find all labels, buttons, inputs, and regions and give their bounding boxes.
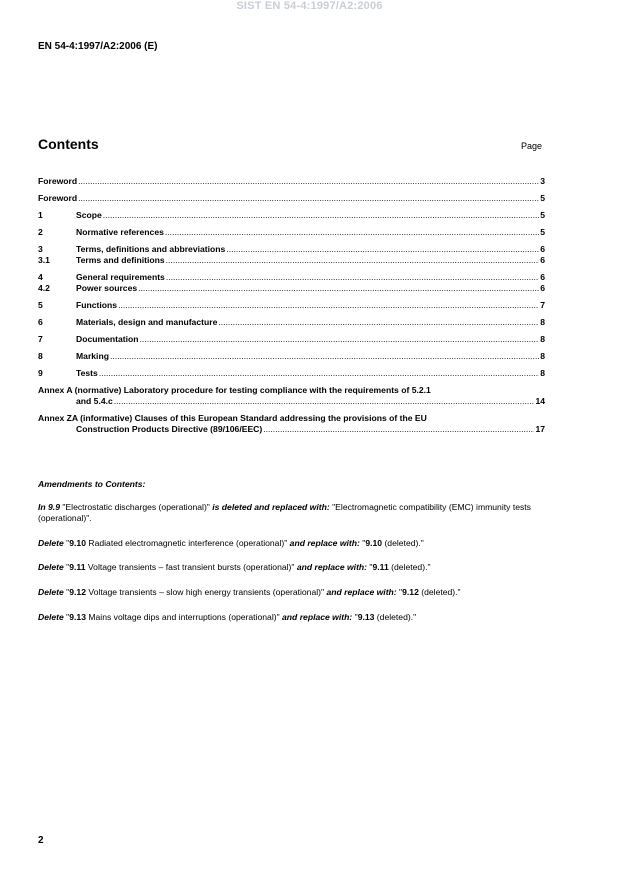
toc-leader-dots <box>78 176 539 187</box>
amendment-quote: " <box>63 612 70 622</box>
toc-page: 8 <box>540 351 545 361</box>
toc-number: 2 <box>38 227 43 237</box>
toc-page: 14 <box>535 396 545 406</box>
toc-leader-dots <box>103 210 539 221</box>
toc-page: 5 <box>540 227 545 237</box>
toc-entry-foreword-1[interactable] <box>38 176 545 187</box>
toc-entry-terms-definitions-abbreviations[interactable] <box>38 244 545 255</box>
toc-entry-marking[interactable] <box>38 351 545 362</box>
toc-number: 1 <box>38 210 43 220</box>
amendment-clause-number: 9.10 <box>365 538 383 548</box>
toc-title: Materials, design and manufacture <box>76 317 218 327</box>
amendment-keyword: Delete <box>38 612 64 622</box>
toc-entry-documentation[interactable] <box>38 334 545 345</box>
toc-title: Documentation <box>76 334 139 344</box>
amendment-text: Voltage transients – fast transient bursts (operational)" <box>85 562 297 572</box>
toc-leader-dots <box>218 317 539 328</box>
amendment-text: Voltage transients – slow high energy transients (operational)" <box>85 587 327 597</box>
amendment-text: (deleted)." <box>418 587 461 597</box>
toc-leader-dots <box>114 396 535 407</box>
toc-page: 17 <box>535 424 545 434</box>
annex-title-continuation: Construction Products Directive (89/106/EEC) <box>76 424 263 434</box>
toc-leader-dots <box>78 193 539 204</box>
toc-group-general <box>38 272 545 294</box>
toc-group-terms <box>38 244 545 266</box>
toc-page: 8 <box>540 334 545 344</box>
toc-number: 3 <box>38 244 43 254</box>
amendment-9-12 <box>38 587 545 598</box>
toc-page: 6 <box>540 272 545 282</box>
amendment-quote: " <box>359 538 366 548</box>
toc-title: Tests <box>76 368 98 378</box>
amendment-text: Mains voltage dips and interruptions (operational)" <box>85 612 283 622</box>
amendment-clause-number: 9.12 <box>69 587 86 597</box>
amendment-text: Radiated electromagnetic interference (operational)" <box>85 538 290 548</box>
toc-title: Power sources <box>76 283 138 293</box>
amendment-clause-number: 9.12 <box>402 587 419 597</box>
toc-number: 7 <box>38 334 43 344</box>
toc-leader-dots <box>165 227 539 238</box>
toc-entry-scope[interactable] <box>38 210 545 221</box>
toc-title: Terms, definitions and abbreviations <box>76 244 226 254</box>
toc-page: 3 <box>540 176 545 186</box>
toc-entry-general-requirements[interactable] <box>38 272 545 283</box>
toc-entry-foreword-2[interactable] <box>38 193 545 204</box>
amendment-9-13 <box>38 612 545 623</box>
toc-title: Terms and definitions <box>76 255 165 265</box>
toc-number: 4 <box>38 272 43 282</box>
toc-title: General requirements <box>76 272 165 282</box>
contents-title: Contents <box>38 136 99 152</box>
toc-entry-power-sources[interactable] <box>38 283 545 294</box>
toc-leader-dots <box>226 244 539 255</box>
toc-title: Normative references <box>76 227 164 237</box>
amendment-keyword: and replace with: <box>282 612 353 622</box>
table-of-contents <box>38 176 545 441</box>
amendment-clause-number: 9.13 <box>357 612 375 622</box>
toc-page: 6 <box>540 255 545 265</box>
amendment-quote: " <box>63 587 70 597</box>
toc-leader-dots <box>99 368 539 379</box>
amendment-text: (deleted)." <box>374 612 417 622</box>
amendment-keyword: Delete <box>38 562 64 572</box>
amendment-text: (deleted)." <box>382 538 424 548</box>
amendment-keyword: Delete <box>38 587 64 597</box>
toc-page: 8 <box>540 368 545 378</box>
toc-page: 5 <box>540 210 545 220</box>
annex-title-line: Annex A (normative) Laboratory procedure for testing compliance with the requirements of 5.2.1 <box>38 385 431 395</box>
toc-number: 6 <box>38 317 43 327</box>
amendment-text: (deleted)." <box>388 562 431 572</box>
amendment-quote: " <box>63 538 70 548</box>
amendment-clause-number: 9.11 <box>69 562 86 572</box>
amendment-quote: " <box>63 562 70 572</box>
toc-leader-dots <box>166 255 540 266</box>
toc-entry-terms-and-definitions[interactable] <box>38 255 545 266</box>
amendment-clause-number: 9.11 <box>372 562 389 572</box>
toc-page: 6 <box>540 283 545 293</box>
toc-entry-normative-references[interactable] <box>38 227 545 238</box>
toc-entry-materials[interactable] <box>38 317 545 328</box>
toc-leader-dots <box>263 424 534 435</box>
toc-title: Functions <box>76 300 118 310</box>
amendment-keyword: Delete <box>38 538 64 548</box>
toc-number: 3.1 <box>38 255 50 265</box>
annex-title-line: Annex ZA (informative) Clauses of this European Standard addressing the provisions of the EU <box>38 413 427 423</box>
toc-number: 4.2 <box>38 283 50 293</box>
amendment-keyword: and replace with: <box>326 587 397 597</box>
toc-title: Foreword <box>38 193 78 203</box>
toc-page: 8 <box>540 317 545 327</box>
toc-page: 6 <box>540 244 545 254</box>
toc-title: Scope <box>76 210 102 220</box>
page-column-label: Page <box>521 141 543 151</box>
amendment-quote: " <box>352 612 358 622</box>
toc-title: Foreword <box>38 176 78 186</box>
amendments-heading: Amendments to Contents: <box>38 479 146 489</box>
amendment-9-9 <box>38 502 545 524</box>
amendment-text: "Electromagnetic compatibility (EMC) immunity tests (operational)". <box>38 502 531 523</box>
toc-entry-annex-za[interactable] <box>38 413 545 435</box>
amendment-text: "Electrostatic discharges (operational)" <box>59 502 213 512</box>
toc-leader-dots <box>110 351 539 362</box>
amendment-keyword: In <box>38 502 46 512</box>
amendment-clause-number: 9.13 <box>69 612 86 622</box>
amendment-keyword: is deleted and replaced with: <box>212 502 330 512</box>
toc-leader-dots <box>118 300 539 311</box>
toc-title: Marking <box>76 351 109 361</box>
watermark: SIST EN 54-4:1997/A2:2006 <box>236 0 383 12</box>
toc-number: 9 <box>38 368 43 378</box>
toc-leader-dots <box>166 272 539 283</box>
toc-page: 5 <box>540 193 545 203</box>
annex-title-continuation: and 5.4.c <box>76 396 113 406</box>
page-number: 2 <box>38 835 44 846</box>
amendment-keyword: and replace with: <box>296 562 368 572</box>
amendment-9-11 <box>38 562 545 573</box>
document-id: EN 54-4:1997/A2:2006 (E) <box>38 41 158 52</box>
toc-leader-dots <box>138 283 539 294</box>
toc-entry-functions[interactable] <box>38 300 545 311</box>
toc-page: 7 <box>540 300 545 310</box>
toc-number: 8 <box>38 351 43 361</box>
amendment-keyword: and replace with: <box>289 538 360 548</box>
amendment-clause-number: 9.10 <box>69 538 86 548</box>
amendment-clause-number: 9.9 <box>48 502 60 512</box>
toc-entry-tests[interactable] <box>38 368 545 379</box>
toc-number: 5 <box>38 300 43 310</box>
amendment-9-10 <box>38 538 545 549</box>
amendment-quote: " <box>367 562 373 572</box>
amendment-quote: " <box>396 587 403 597</box>
toc-entry-annex-a[interactable] <box>38 385 545 407</box>
toc-leader-dots <box>140 334 540 345</box>
